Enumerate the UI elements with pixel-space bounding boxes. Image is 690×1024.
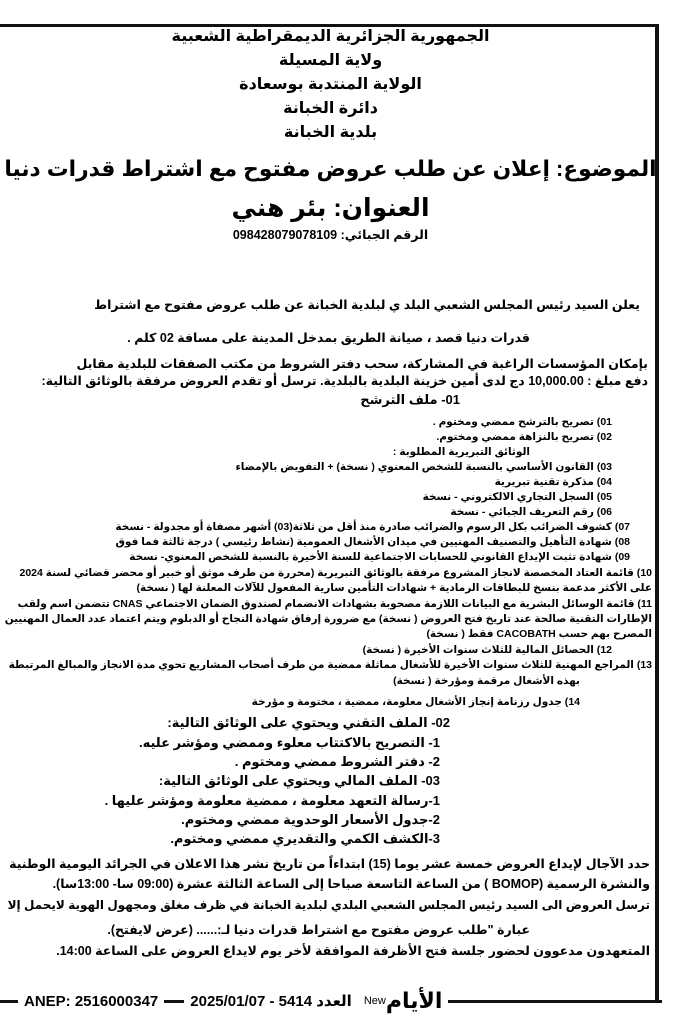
list-item: 03) القانون الأساسي بالنسبة للشخص المعنوي ( نسخة) + التفويض بالإمضاء [235,461,612,473]
logo-new: New [363,995,386,1007]
list-item: الوثائق التبريرية المطلوبة : [392,446,530,458]
list-item: 11) قائمة الوسائل البشرية مع البيانات اللازمة مصحوبة بشهادات الانضمام لصندوق الضمان الاجتماعي CNAS تتضمن اسم ولقب [17,598,652,610]
list-item: 08) شهادة التأهيل والتصنيف المهنيين في ميدان الأشغال العمومية (نشاط رئيسي ) درجة ثالثة فما فوق [115,536,630,548]
footer-bar [0,990,662,1012]
section-line: 02- الملف التقني ويحتوي على الوثائق التالية: [167,715,450,730]
list-item: 05) السجل التجاري الالكتروني - نسخة [422,491,612,503]
list-item: 14) جدول رزنامة إنجاز الأشغال معلومة، ممضية ، مختومة و مؤرخة [251,696,580,708]
header-line: بلدية الخبانة [283,124,378,141]
address-title: العنوان: بئر هني [231,194,430,222]
list-item: بهذه الأشغال مرقمة ومؤرخة ( نسخة) [393,675,580,687]
footer-rule [448,1000,662,1003]
list-item: 07) كشوف الضرائب بكل الرسوم والضرائب صادرة منذ أقل من ثلاثة(03) أشهر مصفاة أو مجدولة - نسخة [115,521,630,533]
paragraph-line: ترسل العروض الى السيد رئيس المجلس الشعبي البلدي لبلدية الخبانة في ظرف مغلق ومجهول الهوية لايحمل إلا [7,898,650,912]
section-line: 03- الملف المالي ويحتوي على الوثائق التالية: [158,773,440,788]
paragraph-line: دفع مبلغ : 10,000.00 دج لدى أمين خزينة البلدية بالبلدية. ترسل أو تقدم العروض مرفقة بالوثائق التالية: [41,374,648,388]
header-line: الولاية المنتدبة بوسعادة [239,76,422,93]
header-line: دائرة الخبانة [283,100,378,117]
section-line: 1-رسالة التعهد معلومة ، ممضية معلومة ومؤشر عليها . [104,793,440,808]
list-item: 09) شهادة تثبت الإيداع القانوني للحسابات الاجتماعية للسنة الأخيرة بالنسبة للشخص المعنوي- نسخة [129,551,630,563]
list-item: على الأكثر مدعمة بنسخ للبطاقات الرمادية + شهادات التأمين سارية المفعول للآلات المعلنة لها ( نسخة) [136,582,652,594]
list-item: 04) مذكرة تقنية تبريرية [494,476,612,488]
issue-date: 2025/01/07 - 5414 العدد [190,993,352,1010]
section-line: 01- ملف الترشح [360,392,460,407]
newspaper-logo [364,988,443,1014]
paragraph-line: والنشرة الرسمية (BOMOP ) من الساعة التاسعة صباحا إلى الساعة الثالثة عشرة (09:00 سا- 13:00سا). [52,877,650,891]
header-line: الجمهورية الجزائرية الديمقراطية الشعبية [171,28,490,45]
paragraph-line: بإمكان المؤسسات الراغبة في المشاركة، سحب دفتر الشروط من مكتب الصفقات للبلدية مقابل [76,357,648,371]
list-item: 10) قائمة العتاد المخصصة لانجاز المشروع مرفقة بالوثائق التبريرية (محررة من طرف موثق أو خبير أو محضر قضائي لسنة 2024 [19,567,652,579]
paragraph-line: يعلن السيد رئيس المجلس الشعبي البلد ي لبلدية الخبانة عن طلب عروض مفتوح مع اشتراط [94,298,640,312]
footer-rule [164,1000,184,1003]
anep-number: ANEP: 2516000347 [24,992,159,1010]
section-line: 2-جدول الأسعار الوحدوية ممضي ومختوم. [181,812,440,827]
section-line: 2- دفتر الشروط ممضي ومختوم . [234,754,440,769]
paragraph-line: حدد الآجال لإيداع العروض خمسة عشر يوما (15) ابتداءاً من تاريخ نشر هذا الاعلان في الجرائد اليومية الوطنية [9,857,650,871]
list-item: 02) تصريح بالنزاهة ممضي ومختوم. [436,431,612,443]
subject-title: الموضوع: إعلان عن طلب عروض مفتوح مع اشتراط قدرات دنيا [4,156,657,181]
section-line: 3-الكشف الكمي والتقديري ممضي ومختوم. [170,831,440,846]
tax-number: الرقم الجبائي: 098428079078109 [232,228,429,242]
header-line: ولاية المسيلة [278,52,383,69]
paragraph-line: قدرات دنيا قصد ، صيانة الطريق بمدخل المدينة على مسافة 02 كلم . [127,331,530,345]
paragraph-line: عبارة "طلب عروض مفتوح مع اشتراط قدرات دنيا لـ:...... (عرض لايفتح). [107,923,530,937]
list-item: 13) المراجع المهنية للثلاث سنوات الأخيرة للأشغال مماثلة ممضية من طرف أصحاب المشاريع تحوي مدة الانجاز والمبالغ المرتبطة [8,659,652,671]
list-item: الإطارات التقنية صالحة عند تاريخ فتح العروض ( نسخة) مع ضرورة إرفاق شهادة النجاح أو الدبلوم ويتم اعتماد عدد العمال المهنيين [4,613,652,625]
logo-name: الأيام [385,988,443,1013]
paragraph-line: المتعهدون مدعوون لحضور جلسة فتح الأظرفة الموافقة لأخر يوم لايداع العروض على الساعة 14:00. [56,944,650,958]
footer-rule [0,1000,18,1003]
list-item: 01) تصريح بالترشح ممضي ومختوم . [432,416,612,428]
list-item: المصرح بهم حسب CACOBATH فقط ( نسخة) [426,628,652,640]
list-item: 12) الحصائل المالية للثلاث سنوات الأخيرة ( نسخة) [362,644,612,656]
list-item: 06) رقم التعريف الجبائي - نسخة [450,506,612,518]
section-line: 1- التصريح بالاكتتاب معلوء وممضي ومؤشر عليه. [138,735,440,750]
